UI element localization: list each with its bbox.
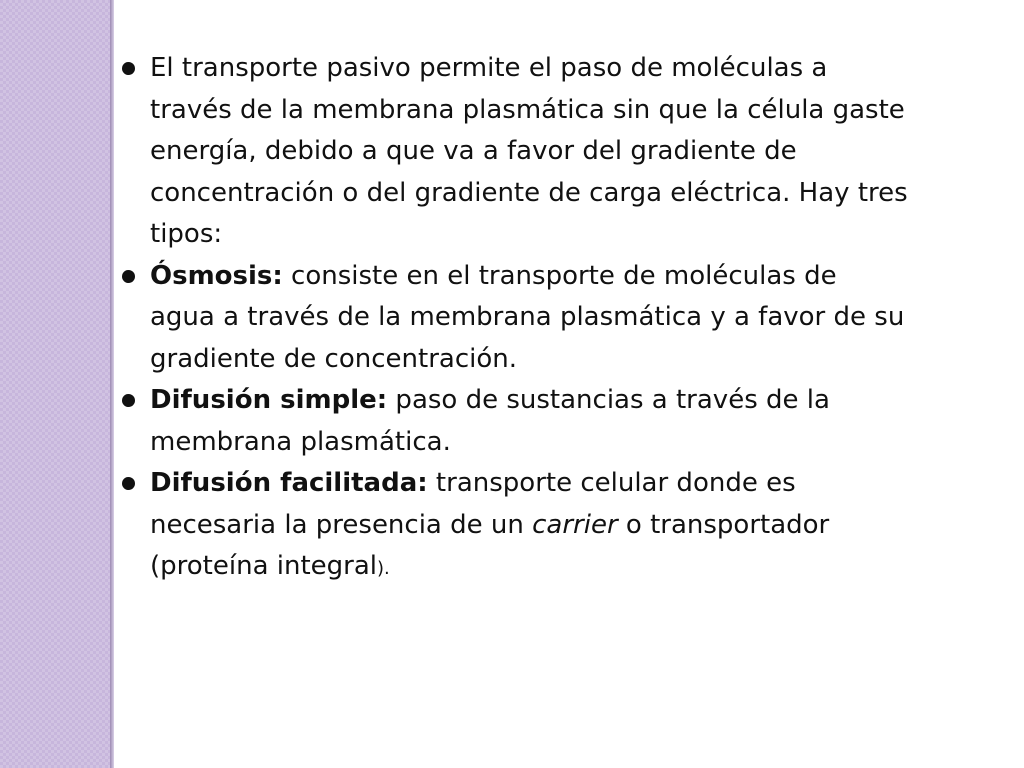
slide-body [118, 48, 908, 590]
bullet-text: consiste en el transporte de moléculas de agua a través de la membrana plasmática y a favor de su gradiente de concentración. [150, 260, 905, 374]
bullet-passive-transport [118, 48, 908, 256]
bullet-dot-icon [122, 394, 135, 407]
bullet-text: El transporte pasivo permite el paso de moléculas a través de la membrana plasmática sin que la célula gaste energía, debido a que va a favor del gradiente de concentración o del gradiente de carga eléctrica. Hay tres tipos: [150, 53, 908, 249]
bullet-list [118, 48, 908, 590]
bullet-dot-icon [122, 477, 135, 490]
bullet-term: Ósmosis: [150, 260, 283, 291]
bullet-text: paso de sustancias a través de la membrana plasmática. [150, 385, 830, 457]
bullet-simple-diffusion [118, 380, 908, 463]
bullet-osmosis [118, 256, 908, 381]
bullet-text-continued: o transportador (proteína integral [150, 509, 830, 581]
decorative-side-band [0, 0, 110, 768]
bullet-tail: ). [377, 558, 390, 579]
side-band-edge [110, 0, 114, 768]
bullet-term: Difusión simple: [150, 385, 388, 415]
bullet-dot-icon [122, 270, 135, 283]
bullet-dot-icon [122, 62, 135, 75]
bullet-text: transporte celular donde es necesaria la presencia de un [150, 468, 796, 540]
bullet-term: Difusión facilitada: [150, 468, 428, 498]
bullet-facilitated-diffusion [118, 463, 908, 590]
bullet-italic-term: carrier [532, 509, 618, 540]
